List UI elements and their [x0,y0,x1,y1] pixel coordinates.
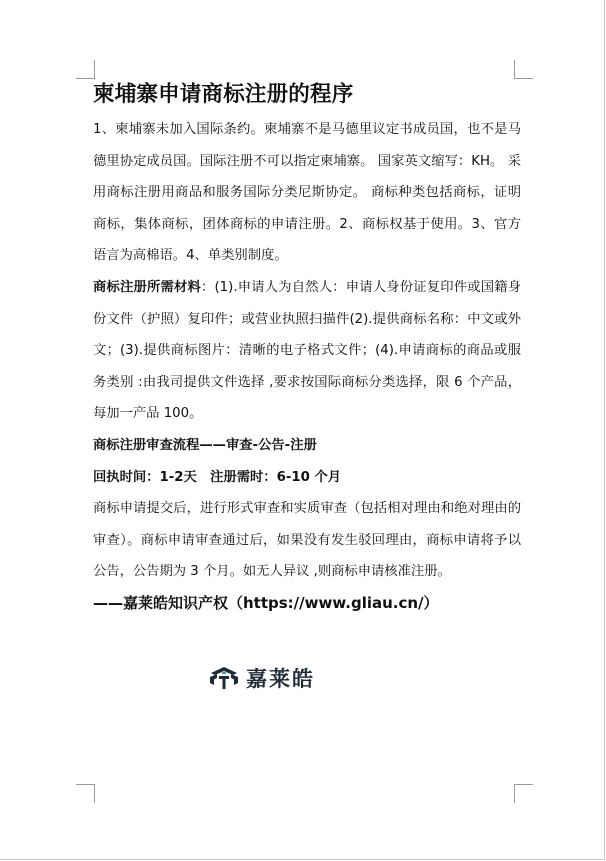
crop-mark-bottom-left [76,784,95,803]
logo-text: 嘉莱皓 [246,667,315,691]
signature-line: ——嘉莱皓知识产权（https://www.gliau.cn/） [93,593,439,612]
document-body[interactable] [93,80,521,619]
materials-paragraph [93,272,521,430]
document-title: 柬埔寨申请商标注册的程序 [93,82,354,107]
intro-paragraph: 1、柬埔寨未加入国际条约。柬埔寨不是马德里议定书成员国，也不是马德里协定成员国。国际注册不可以指定柬埔寨。 国家英文缩写：KH。 采用商标注册用商品和服务国际分类尼斯协定。 商标种类包括商标，证明商标，集体商标，团体商标的申请注册。2、商标权基于使用。3、官方语言为高棉语。4、单类别制度。 [93,122,521,264]
process-paragraph: 商标申请提交后，进行形式审查和实质审查（包括相对理由和绝对理由的审查）。商标申请审查通过后，如果没有发生驳回理由，商标申请将予以公告，公告期为 3 个月。如无人异议 ,则商标申请核准注册。 [93,501,521,580]
jialaihao-logo-icon [208,665,240,691]
materials-text: ：(1).申请人为自然人：申请人身份证复印件或国籍身份文件（护照）复印件；或营业执照扫描件(2).提供商标名称：中文或外文；(3).提供商标图片：清晰的电子格式文件；(4).申请商标的商品或服务类别 :由我司提供文件选择 ,要求按国际商标分类选择，限 6 个产品，每加一产品 100。 [93,279,521,422]
company-logo [208,664,315,692]
timing-line: 回执时间：1-2天 注册需时：6-10 个月 [93,469,342,485]
crop-mark-bottom-right [514,784,533,803]
crop-mark-top-left [76,60,95,79]
materials-label: 商标注册所需材料 [93,279,201,295]
process-heading: 商标注册审查流程——审查-公告-注册 [93,437,317,453]
crop-mark-top-right [514,60,533,79]
